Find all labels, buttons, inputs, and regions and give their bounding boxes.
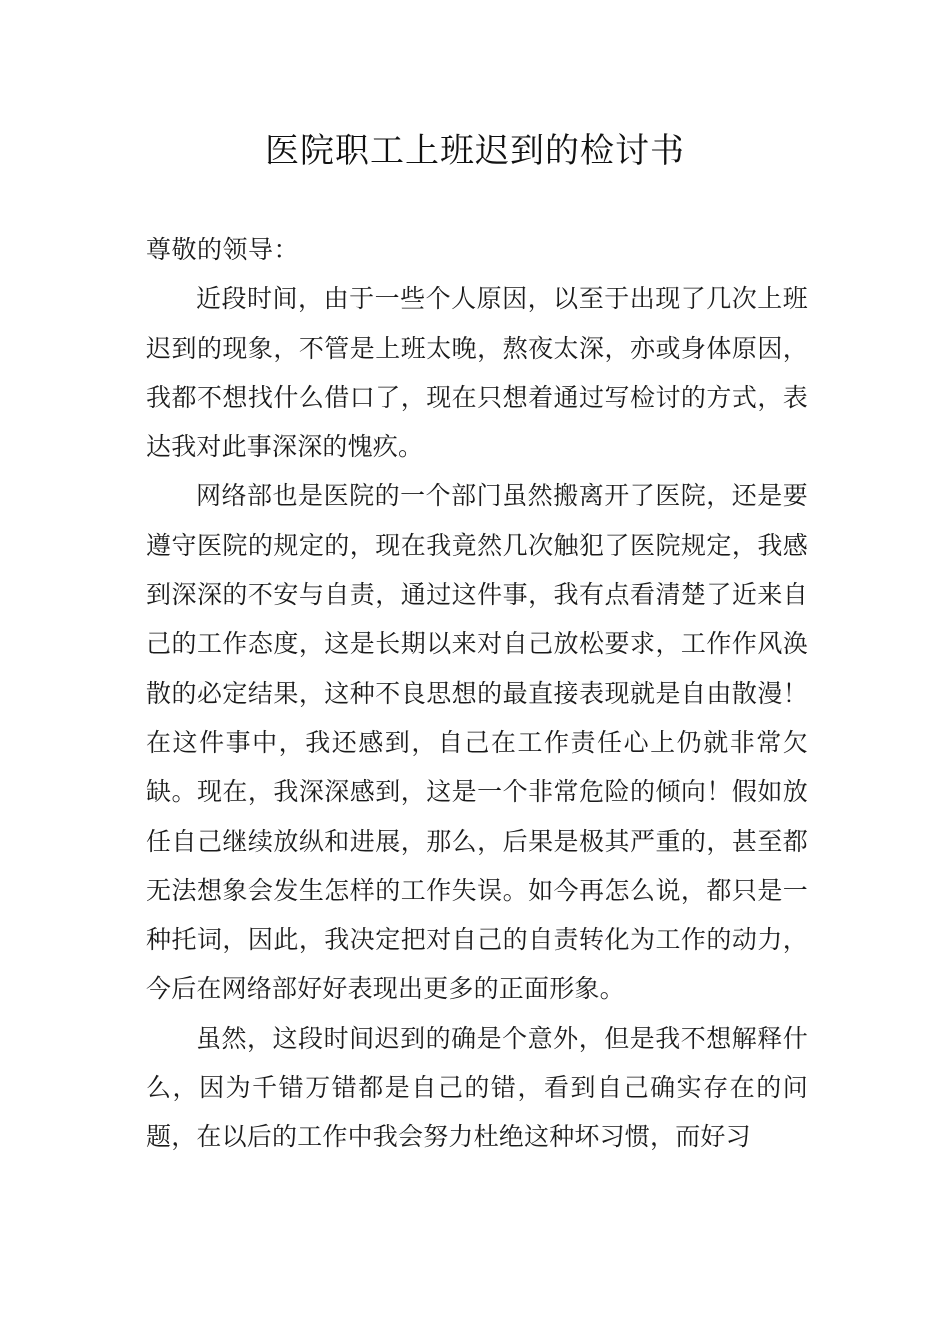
paragraph-1: 近段时间，由于一些个人原因，以至于出现了几次上班迟到的现象，不管是上班太晚，熬夜太深，亦或身体原因，我都不想找什么借口了，现在只想着通过写检讨的方式，表达我对此事深深的愧疚。 [146, 284, 808, 462]
salutation: 尊敬的领导： [146, 235, 300, 264]
document-body [146, 225, 808, 1162]
document-title: 医院职工上班迟到的检讨书 [265, 131, 685, 171]
paragraph-3: 虽然，这段时间迟到的确是个意外，但是我不想解释什么，因为千错万错都是自己的错，看到自己确实存在的问题，在以后的工作中我会努力杜绝这种坏习惯，而好习 [146, 1023, 808, 1152]
paragraph-2: 网络部也是医院的一个部门虽然搬离开了医院，还是要遵守医院的规定的，现在我竟然几次触犯了医院规定，我感到深深的不安与自责，通过这件事，我有点看清楚了近来自己的工作态度，这是长期以来对自己放松要求，工作作风涣散的必定结果，这种不良思想的最直接表现就是自由散漫！在这件事中，我还感到，自己在工作责任心上仍就非常欠缺。现在，我深深感到，这是一个非常危险的倾向！假如放任自己继续放纵和进展，那么，后果是极其严重的，甚至都无法想象会发生怎样的工作失误。如今再怎么说，都只是一种托词，因此，我决定把对自己的自责转化为工作的动力，今后在网络部好好表现出更多的正面形象。 [146, 481, 808, 1004]
